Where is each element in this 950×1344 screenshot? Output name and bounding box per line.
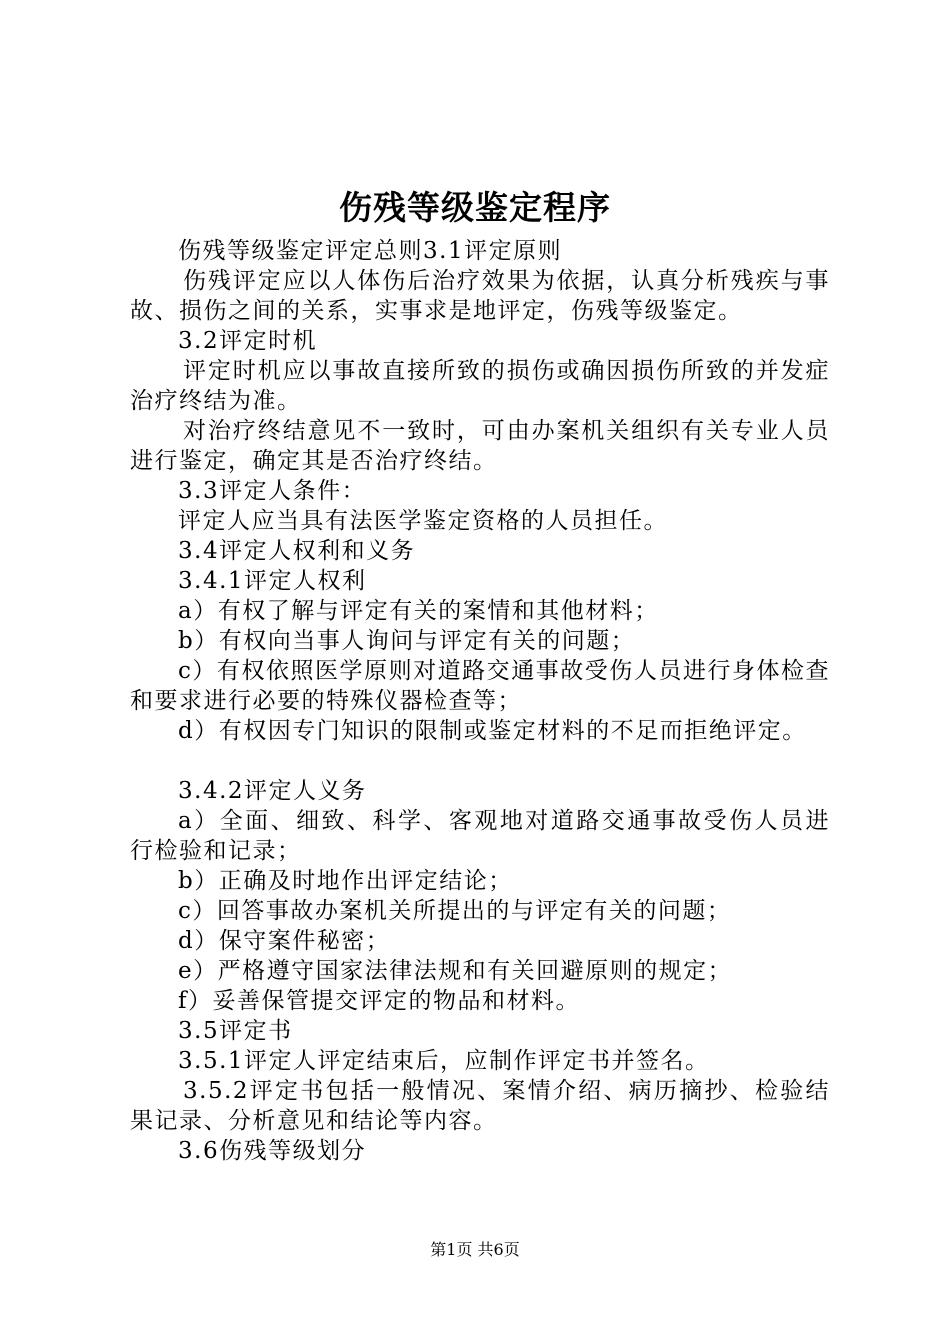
list-item: a）有权了解与评定有关的案情和其他材料； bbox=[178, 598, 659, 624]
list-item: d）有权因专门知识的限制或鉴定材料的不足而拒绝评定。 bbox=[178, 718, 807, 744]
page-footer: 第1页 共6页 bbox=[430, 1240, 520, 1259]
paragraph: 3.6伤残等级划分 bbox=[178, 1138, 367, 1164]
list-item: b）正确及时地作出评定结论； bbox=[178, 868, 513, 894]
list-item: c）回答事故办案机关所提出的与评定有关的问题； bbox=[178, 898, 732, 924]
list-item: d）保守案件秘密； bbox=[178, 928, 391, 954]
list-item: a）全面、细致、科学、客观地对道路交通事故受伤人员进行检验和记录； bbox=[130, 808, 830, 864]
paragraph: 伤残等级鉴定评定总则3.1评定原则 bbox=[178, 238, 563, 264]
paragraph: 3.4评定人权利和义务 bbox=[178, 538, 416, 564]
paragraph: 评定时机应以事故直接所致的损伤或确因损伤所致的并发症治疗终结为准。 bbox=[130, 358, 830, 414]
paragraph: 3.5评定书 bbox=[178, 1018, 293, 1044]
list-item: c）有权依照医学原则对道路交通事故受伤人员进行身体检查和要求进行必要的特殊仪器检查等； bbox=[130, 658, 830, 714]
paragraph: 评定人应当具有法医学鉴定资格的人员担任。 bbox=[178, 508, 668, 534]
document-body bbox=[130, 236, 830, 1166]
paragraph: 3.5.1评定人评定结束后，应制作评定书并签名。 bbox=[178, 1048, 710, 1074]
paragraph: 3.5.2评定书包括一般情况、案情介绍、病历摘抄、检验结果记录、分析意见和结论等内容。 bbox=[130, 1078, 830, 1134]
paragraph: 3.2评定时机 bbox=[178, 328, 318, 354]
list-item: b）有权向当事人询问与评定有关的问题； bbox=[178, 628, 636, 654]
paragraph: 对治疗终结意见不一致时，可由办案机关组织有关专业人员进行鉴定，确定其是否治疗终结。 bbox=[130, 418, 830, 474]
paragraph: 3.3评定人条件： bbox=[178, 478, 367, 504]
paragraph: 3.4.2评定人义务 bbox=[178, 778, 367, 804]
list-item: e）严格遵守国家法律法规和有关回避原则的规定； bbox=[178, 958, 733, 984]
document-title: 伤残等级鉴定程序 bbox=[339, 188, 611, 227]
paragraph: 3.4.1评定人权利 bbox=[178, 568, 367, 594]
list-item: f）妥善保管提交评定的物品和材料。 bbox=[178, 988, 581, 1014]
paragraph: 伤残评定应以人体伤后治疗效果为依据，认真分析残疾与事故、损伤之间的关系，实事求是地评定，伤残等级鉴定。 bbox=[130, 268, 830, 324]
